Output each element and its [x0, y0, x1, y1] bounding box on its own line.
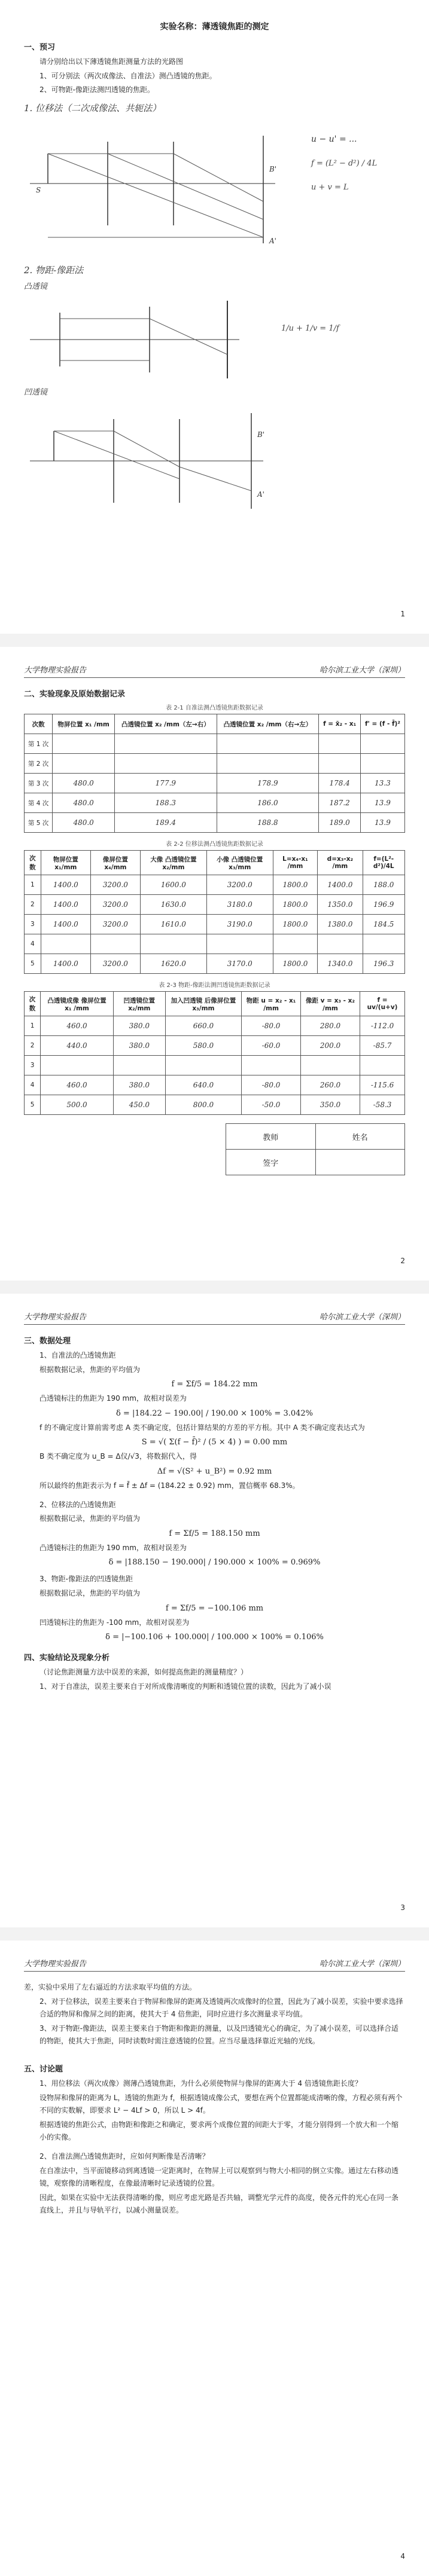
- para-6: 根据透镜的焦距公式，由物距和像距之和确定，要求两个成像位置的间距大于零，才能分别得到一个放大和一个缩小的实像。: [39, 2120, 399, 2142]
- table-cell: 3200.0: [90, 954, 140, 974]
- col-header: 像屏位置 x₄/mm: [90, 851, 140, 875]
- table-cell: 1620.0: [140, 954, 206, 974]
- table-autocollimation: [24, 714, 405, 833]
- table-cell: [361, 734, 405, 754]
- table-cell: 4: [25, 1075, 41, 1095]
- table-row: [25, 793, 405, 813]
- table-cell: 380.0: [113, 1075, 165, 1095]
- section-data: 二、实验现象及原始数据记录: [24, 690, 126, 699]
- table-cell: 1800.0: [273, 875, 318, 895]
- conclusion-1: 1、对于自准法，误差主要来自于对所成像清晰度的判断和透镜位置的读数，因此为了减小误: [39, 1682, 331, 1691]
- table-cell: 196.9: [363, 895, 404, 915]
- table-cell: 3: [25, 1056, 41, 1075]
- table-cell: 1: [25, 1016, 41, 1036]
- table-1-caption: 表 2-1 自准法测凸透镜焦距数据记录: [166, 705, 263, 711]
- table-cell: 280.0: [300, 1016, 360, 1036]
- col-header: 次数: [25, 992, 41, 1016]
- page-4: [0, 1941, 429, 2576]
- table-cell: 500.0: [41, 1095, 114, 1115]
- header-left: 大学物理实验报告: [24, 666, 87, 675]
- col-header: 物距 u = x₂ - x₁ /mm: [242, 992, 301, 1016]
- table-row: [25, 1016, 405, 1036]
- table-cell: 480.0: [53, 813, 115, 833]
- table-cell: 3190.0: [206, 915, 273, 934]
- table-cell: 3200.0: [206, 875, 273, 895]
- table-cell: 188.3: [115, 793, 217, 813]
- table-cell: 1630.0: [140, 895, 206, 915]
- table-cell: [115, 754, 217, 774]
- col-header: 大像 凸透镜位置 x₂/mm: [140, 851, 206, 875]
- table-cell: 800.0: [165, 1095, 242, 1115]
- table-row: [25, 754, 405, 774]
- table-cell: 1400.0: [41, 875, 90, 895]
- sub-2a: 根据数据记录，焦距的平均值为: [39, 1514, 141, 1523]
- table-cell: 1800.0: [273, 895, 318, 915]
- table-cell: 3: [25, 915, 41, 934]
- table-cell: 460.0: [41, 1075, 114, 1095]
- table-cell: [318, 934, 363, 954]
- table-cell: 1: [25, 875, 41, 895]
- sub-2b: 凸透镜标注的焦距为 190 mm，故相对误差为: [39, 1543, 187, 1552]
- table-cell: 第 5 次: [25, 813, 53, 833]
- page-3: [0, 1294, 429, 1927]
- col-header: 物屏位置 x₁/mm: [41, 851, 90, 875]
- table-cell: 178.9: [217, 774, 319, 793]
- sub-2: 2、位移法的凸透镜焦距: [39, 1500, 116, 1509]
- sub-1c: f 的不确定度计算前需考虑 A 类不确定度，包括计算结果的方差的平方根。其中 A 类不确定度表达式为: [39, 1423, 365, 1432]
- col-header: 凸透镜位置 x₂ /mm（右→左）: [217, 714, 319, 734]
- table-row: [25, 875, 405, 895]
- signature-table: [226, 1123, 405, 1175]
- table-cell: 580.0: [165, 1036, 242, 1056]
- table-cell: [300, 1056, 360, 1075]
- svg-text:A': A': [269, 236, 276, 245]
- para-1: 2、对于位移法，误差主要来自于物屏和像屏的距离及透镜两次成像时的位置，因此为了减小误差，实验中要求选择合适的物屏和像屏之间的距离，使其大于 4 倍焦距，同时应进行多次测量求平均值。: [39, 1997, 403, 2019]
- svg-text:u + v = L: u + v = L: [311, 182, 349, 192]
- header-right: 哈尔滨工业大学（深圳）: [319, 1960, 405, 1969]
- table-cell: 3200.0: [90, 875, 140, 895]
- table-cell: 1380.0: [318, 915, 363, 934]
- col-header: d=x₃-x₂ /mm: [318, 851, 363, 875]
- col-header: L=x₄-x₁ /mm: [273, 851, 318, 875]
- table-cell: 660.0: [165, 1016, 242, 1036]
- table-cell: 1400.0: [318, 875, 363, 895]
- table-cell: 4: [25, 934, 41, 954]
- col-header: 次数: [25, 851, 41, 875]
- col-header: 凹透镜位置 x₂/mm: [113, 992, 165, 1016]
- col-header: 次数: [25, 714, 53, 734]
- table-cell: 640.0: [165, 1075, 242, 1095]
- table-row: [25, 934, 405, 954]
- table-cell: [273, 934, 318, 954]
- table-cell: 200.0: [300, 1036, 360, 1056]
- table-cell: 187.2: [319, 793, 361, 813]
- table-cell: 186.0: [217, 793, 319, 813]
- ray-diagram-autocollimation: [24, 295, 405, 384]
- col-header: 物屏位置 x₁ /mm: [53, 714, 115, 734]
- formula-mean-1: f = Σf/5 = 184.22 mm: [171, 1380, 258, 1389]
- table-cell: 440.0: [41, 1036, 114, 1056]
- table-3-caption: 表 2-3 物距-像距法测凹透镜焦距数据记录: [159, 982, 270, 989]
- report-header: [24, 664, 405, 678]
- table-cell: [363, 934, 404, 954]
- page-2: [0, 647, 429, 1281]
- table-cell: -60.0: [242, 1036, 301, 1056]
- intro-text: 请分别给出以下薄透镜焦距测量方法的光路图: [39, 57, 184, 66]
- table-cell: 第 2 次: [25, 754, 53, 774]
- col-header: f = x̄₂ - x₁: [319, 714, 361, 734]
- table-cell: 196.3: [363, 954, 404, 974]
- page-number: 4: [400, 2552, 405, 2560]
- svg-text:A': A': [257, 490, 264, 499]
- para-2: 3、对于物距-像距法，误差主要来自于物距和像距的测量，以及凹透镜光心的确定，为了减小误差，可以选择合适的物距，使其大于焦距，同时读数时需注意透镜的位置。应当尽量选择靠近光轴的光线。: [39, 2024, 398, 2046]
- table-cell: 177.9: [115, 774, 217, 793]
- table-cell: 188.8: [217, 813, 319, 833]
- report-header: [24, 1310, 405, 1325]
- table-cell: -115.6: [360, 1075, 405, 1095]
- table-row: [25, 774, 405, 793]
- table-cell: 1600.0: [140, 875, 206, 895]
- table-cell: 2: [25, 895, 41, 915]
- table-cell: 189.4: [115, 813, 217, 833]
- table-cell: [319, 734, 361, 754]
- col-header: 小像 凸透镜位置 x₃/mm: [206, 851, 273, 875]
- table-cell: 450.0: [113, 1095, 165, 1115]
- handwritten-concave: 凹透镜: [24, 388, 48, 398]
- handwritten-convex: 凸透镜: [24, 282, 48, 291]
- table-cell: 2: [25, 1036, 41, 1056]
- handwritten-heading-1: 1. 位移法（二次成像法、共轭法）: [24, 102, 162, 114]
- handwritten-formula: u − u' = ...: [311, 134, 357, 144]
- table-cell: -85.7: [360, 1036, 405, 1056]
- col-header: f=(L²-d²)/4L: [363, 851, 404, 875]
- table-cell: 3170.0: [206, 954, 273, 974]
- table-cell: 13.9: [361, 793, 405, 813]
- table-row: [25, 954, 405, 974]
- table-cell: [360, 1056, 405, 1075]
- sig-label: 签字: [226, 1150, 316, 1175]
- table-cell: 188.0: [363, 875, 404, 895]
- table-cell: 1400.0: [41, 915, 90, 934]
- section-processing: 三、数据处理: [24, 1337, 71, 1346]
- table-row: [25, 1075, 405, 1095]
- table-row: [25, 915, 405, 934]
- table-cell: [113, 1056, 165, 1075]
- table-cell: 178.4: [319, 774, 361, 793]
- table-cell: -80.0: [242, 1016, 301, 1036]
- header-right: 哈尔滨工业大学（深圳）: [319, 666, 405, 675]
- col-header: f' = (f - f̄)²: [361, 714, 405, 734]
- formula-std-1: S = √( Σ(f − f̄)² / (5 × 4) ) = 0.00 mm: [141, 1438, 288, 1447]
- table-cell: [242, 1056, 301, 1075]
- ray-diagram-displacement: [24, 118, 405, 261]
- svg-text:S: S: [36, 185, 41, 194]
- table-cell: 460.0: [41, 1016, 114, 1036]
- table-cell: [217, 734, 319, 754]
- table-cell: 480.0: [53, 793, 115, 813]
- table-cell: 5: [25, 1095, 41, 1115]
- table-cell: [217, 754, 319, 774]
- table-cell: 184.5: [363, 915, 404, 934]
- table-displacement: [24, 850, 405, 974]
- table-cell: 1800.0: [273, 915, 318, 934]
- table-cell: 189.0: [319, 813, 361, 833]
- page-number: 2: [400, 1257, 405, 1265]
- table-cell: 1610.0: [140, 915, 206, 934]
- para-0: 差，实验中采用了左右逼近的方法求取平均值的方法。: [24, 1983, 197, 1991]
- page-number: 3: [400, 1903, 405, 1912]
- table-cell: 3200.0: [90, 895, 140, 915]
- table-cell: [361, 754, 405, 774]
- table-row: [25, 1056, 405, 1075]
- formula-mean-2: f = Σf/5 = 188.150 mm: [169, 1529, 260, 1538]
- table-cell: 5: [25, 954, 41, 974]
- para-8: 在自准法中，当平面镜移动到离透镜一定距离时，在物屏上可以观察到与物大小相同的倒立实像。通过左右移动透镜，观察像的清晰程度，在像最清晰时记录透镜的位置。: [39, 2166, 399, 2188]
- section-prelab: 一、预习: [24, 43, 56, 52]
- para-7: 2、自准法测凸透镜焦距时，应如何判断像是否清晰？: [39, 2152, 209, 2161]
- header-left: 大学物理实验报告: [24, 1960, 87, 1969]
- item-2: 2、可物距-像距法测凹透镜的焦距。: [39, 85, 154, 94]
- sub-1e: 所以最终的焦距表示为 f = f̄ ± Δf = (184.22 ± 0.92) mm，置信概率 68.3%。: [39, 1481, 300, 1490]
- col-header: 像距 v = x₃ - x₂ /mm: [300, 992, 360, 1016]
- para-9: 因此，如果在实验中无法获得清晰的像，则应考虑光路是否共轴，调整光学元件的高度，使各元件的光心在同一条直线上，并且与导轨平行，以减小测量误差。: [39, 2193, 399, 2215]
- section-discussion: 五、讨论题: [24, 2064, 63, 2074]
- sub-1d: B 类不确定度为 u_B = Δ仪/√3，将数据代入，得: [39, 1452, 197, 1461]
- sub-1: 1、自准法的凸透镜焦距: [39, 1351, 116, 1359]
- table-cell: 1400.0: [41, 895, 90, 915]
- table-cell: 1340.0: [318, 954, 363, 974]
- table-cell: 380.0: [113, 1016, 165, 1036]
- formula-error-1: δ = |184.22 − 190.00| / 190.00 × 100% = 3.042%: [115, 1408, 314, 1418]
- table-cell: 第 4 次: [25, 793, 53, 813]
- sub-1a: 根据数据记录，焦距的平均值为: [39, 1365, 141, 1374]
- col-header: 凸透镜成像 像屏位置 x₁ /mm: [41, 992, 114, 1016]
- header-right: 哈尔滨工业大学（深圳）: [319, 1313, 405, 1322]
- table-row: [25, 895, 405, 915]
- table-cell: [206, 934, 273, 954]
- table-cell: -58.3: [360, 1095, 405, 1115]
- table-cell: 13.3: [361, 774, 405, 793]
- sig-head-name: 姓名: [315, 1124, 405, 1150]
- table-cell: -112.0: [360, 1016, 405, 1036]
- col-header: 凸透镜位置 x₂ /mm（左→右）: [115, 714, 217, 734]
- sub-3b: 凹透镜标注的焦距为 -100 mm，故相对误差为: [39, 1618, 190, 1627]
- page-number: 1: [400, 610, 405, 618]
- table-cell: 480.0: [53, 774, 115, 793]
- table-cell: 13.9: [361, 813, 405, 833]
- table-cell: 3180.0: [206, 895, 273, 915]
- svg-text:B': B': [269, 164, 277, 173]
- table-row: [25, 813, 405, 833]
- table-cell: [90, 934, 140, 954]
- svg-text:f = (L² − d²) / 4L: f = (L² − d²) / 4L: [311, 158, 378, 168]
- handwritten-heading-2: 2. 物距-像距法: [24, 264, 84, 276]
- table-row: [25, 1095, 405, 1115]
- sig-value: [315, 1150, 405, 1175]
- conclusion-prompt: （讨论焦距测量方法中误差的来源，如何提高焦距的测量精度？）: [39, 1668, 248, 1677]
- table-object-image: [24, 991, 405, 1115]
- table-cell: [41, 1056, 114, 1075]
- table-cell: 1800.0: [273, 954, 318, 974]
- table-cell: 1350.0: [318, 895, 363, 915]
- table-cell: [41, 934, 90, 954]
- table-cell: 260.0: [300, 1075, 360, 1095]
- table-cell: 第 3 次: [25, 774, 53, 793]
- ray-diagram-object-image: [24, 401, 405, 521]
- header-left: 大学物理实验报告: [24, 1313, 87, 1322]
- page-1: [0, 0, 429, 634]
- page-title: 实验名称：薄透镜焦距的测定: [160, 22, 269, 32]
- sub-3: 3、物距-像距法的凹透镜焦距: [39, 1575, 133, 1584]
- para-5: 设物屏和像屏的距离为 L，透镜的焦距为 f，根据透镜成像公式，要想在两个位置都能成清晰的像，方程必须有两个不同的实数解，即要求 L² − 4Lf > 0，所以 L > 4f。: [39, 2093, 403, 2115]
- col-header: f = uv/(u+v): [360, 992, 405, 1016]
- para-4: 1、用位移法（两次成像）测薄凸透镜焦距，为什么必须使物屏与像屏的距离大于 4 倍透镜焦距长度？: [39, 2079, 362, 2088]
- sub-3a: 根据数据记录，焦距的平均值为: [39, 1588, 141, 1597]
- svg-text:B': B': [257, 430, 265, 439]
- sig-head-teacher: 教师: [226, 1124, 316, 1150]
- table-row: [25, 1036, 405, 1056]
- svg-text:1/u + 1/v = 1/f: 1/u + 1/v = 1/f: [281, 324, 339, 334]
- formula-error-3: δ = |−100.106 + 100.000| / 100.000 × 100% = 0.106%: [105, 1633, 324, 1642]
- section-conclusion: 四、实验结论及现象分析: [24, 1654, 110, 1663]
- table-cell: [53, 734, 115, 754]
- formula-unc-1: Δf = √(S² + u_B²) = 0.92 mm: [157, 1466, 272, 1476]
- item-1: 1、可分别法（两次成像法、自准法）测凸透镜的焦距。: [39, 71, 217, 80]
- table-cell: 3200.0: [90, 915, 140, 934]
- table-cell: [115, 734, 217, 754]
- col-header: 加入凹透镜 后像屏位置 x₃/mm: [165, 992, 242, 1016]
- table-cell: 第 1 次: [25, 734, 53, 754]
- table-cell: [165, 1056, 242, 1075]
- table-cell: 350.0: [300, 1095, 360, 1115]
- table-cell: -80.0: [242, 1075, 301, 1095]
- table-cell: [140, 934, 206, 954]
- sub-1b: 凸透镜标注的焦距为 190 mm，故相对误差为: [39, 1394, 187, 1403]
- table-cell: 1400.0: [41, 954, 90, 974]
- table-row: [25, 734, 405, 754]
- formula-mean-3: f = Σf/5 = −100.106 mm: [165, 1603, 264, 1613]
- table-cell: 380.0: [113, 1036, 165, 1056]
- table-cell: -50.0: [242, 1095, 301, 1115]
- table-2-caption: 表 2-2 位移法测凸透镜焦距数据记录: [166, 841, 263, 848]
- table-cell: [53, 754, 115, 774]
- table-cell: [319, 754, 361, 774]
- formula-error-2: δ = |188.150 − 190.000| / 190.000 × 100% = 0.969%: [108, 1558, 321, 1567]
- report-header: [24, 1957, 405, 1972]
